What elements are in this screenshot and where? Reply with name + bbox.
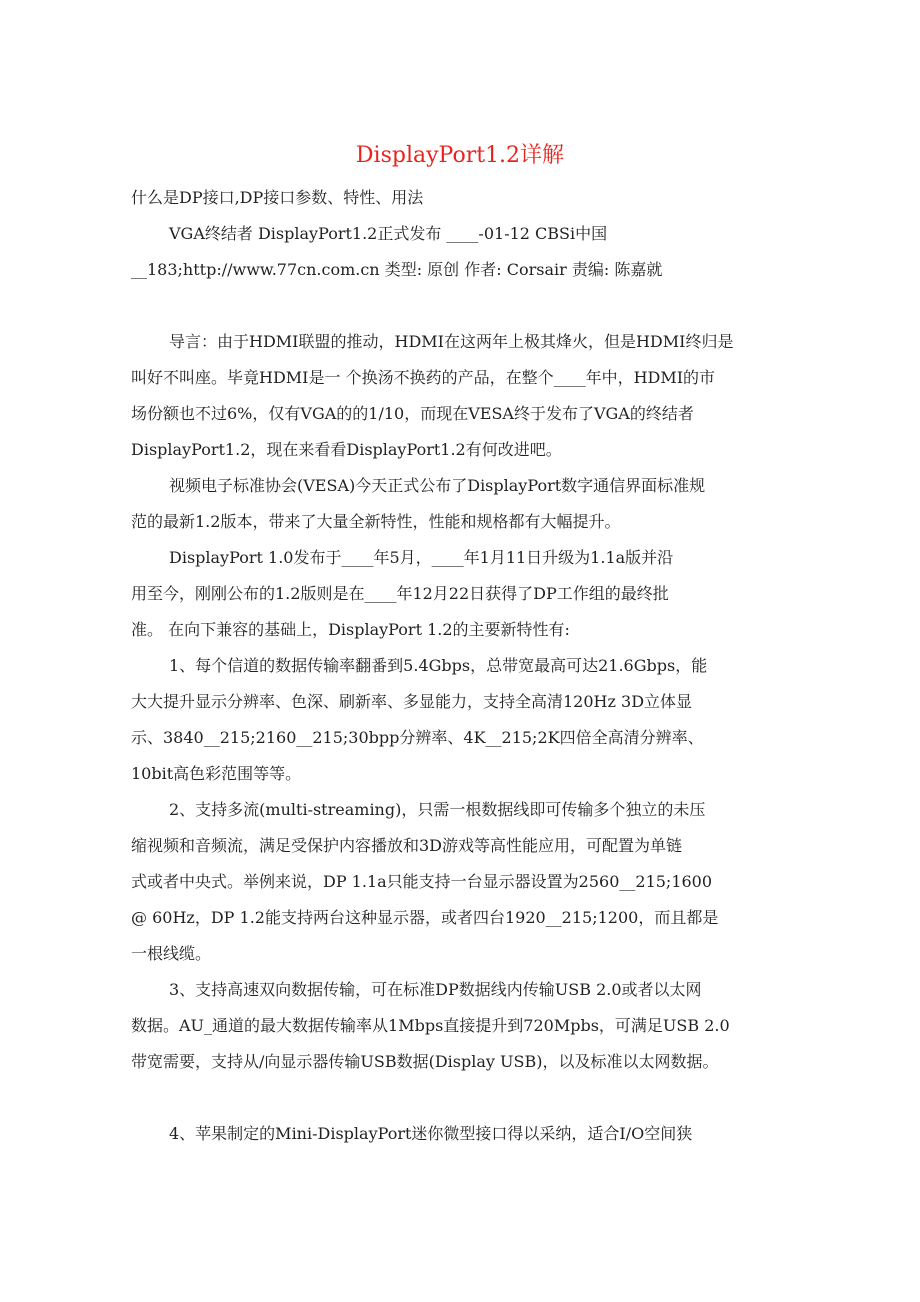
paragraph-line: 准。 在向下兼容的基础上，DisplayPort 1.2的主要新特性有: <box>131 620 570 639</box>
subtitle-line: 什么是DP接口,DP接口参数、特性、用法 <box>131 188 424 207</box>
list-item-line: 1、每个信道的数据传输率翻番到5.4Gbps，总带宽最高可达21.6Gbps，能 <box>169 656 708 675</box>
paragraph-line: 用至今，刚刚公布的1.2版则是在____年12月22日获得了DP工作组的最终批 <box>131 584 669 603</box>
list-item-line: 式或者中央式。举例来说，DP 1.1a只能支持一台显示器设置为2560__215;1600 <box>131 872 713 891</box>
paragraph-line: DisplayPort1.2，现在来看看DisplayPort1.2有何改进吧。 <box>131 440 562 459</box>
list-item-line: 3、支持高速双向数据传输，可在标准DP数据线内传输USB 2.0或者以太网 <box>169 980 702 999</box>
list-item-line: 带宽需要，支持从/向显示器传输USB数据(Display USB)，以及标准以太网数据。 <box>131 1052 719 1071</box>
list-item-line: 4、苹果制定的Mini-DisplayPort迷你微型接口得以采纳，适合I/O空间狭 <box>169 1124 693 1143</box>
paragraph-line: 视频电子标准协会(VESA)今天正式公布了DisplayPort数字通信界面标准规 <box>169 476 706 495</box>
meta-line: VGA终结者 DisplayPort1.2正式发布 ____-01-12 CBSi中国 <box>169 224 608 243</box>
list-item-line: 数据。AU_通道的最大数据传输率从1Mbps直接提升到720Mpbs，可满足USB 2.0 <box>131 1016 730 1035</box>
paragraph-line: DisplayPort 1.0发布于____年5月，____年1月11日升级为1.1a版并沿 <box>169 548 674 567</box>
meta-line: __183;http://www.77cn.com.cn 类型: 原创 作者: Corsair 责编: 陈嘉就 <box>131 260 663 279</box>
list-item-line: 示、3840__215;2160__215;30bpp分辨率、4K__215;2K四倍全高清分辨率、 <box>131 728 704 747</box>
paragraph-line: 导言：由于HDMI联盟的推动，HDMI在这两年上极其烽火，但是HDMI终归是 <box>169 332 734 351</box>
list-item-line: 一根线缆。 <box>131 944 212 963</box>
paragraph-line: 范的最新1.2版本，带来了大量全新特性，性能和规格都有大幅提升。 <box>131 512 621 531</box>
list-item-line: 10bit高色彩范围等等。 <box>131 764 302 783</box>
paragraph-line: 场份额也不过6%，仅有VGA的的1/10，而现在VESA终于发布了VGA的终结者 <box>131 404 694 423</box>
document-title: DisplayPort1.2详解 <box>355 143 565 168</box>
list-item-line: @ 60Hz，DP 1.2能支持两台这种显示器，或者四台1920__215;1200，而且都是 <box>131 908 719 927</box>
list-item-line: 大大提升显示分辨率、色深、刷新率、多显能力，支持全高清120Hz 3D立体显 <box>131 692 693 711</box>
list-item-line: 2、支持多流(multi-streaming)，只需一根数据线即可传输多个独立的未压 <box>169 800 706 819</box>
list-item-line: 缩视频和音频流，满足受保护内容播放和3D游戏等高性能应用，可配置为单链 <box>131 836 683 855</box>
paragraph-line: 叫好不叫座。毕竟HDMI是一 个换汤不换药的产品，在整个____年中，HDMI的市 <box>131 368 716 387</box>
